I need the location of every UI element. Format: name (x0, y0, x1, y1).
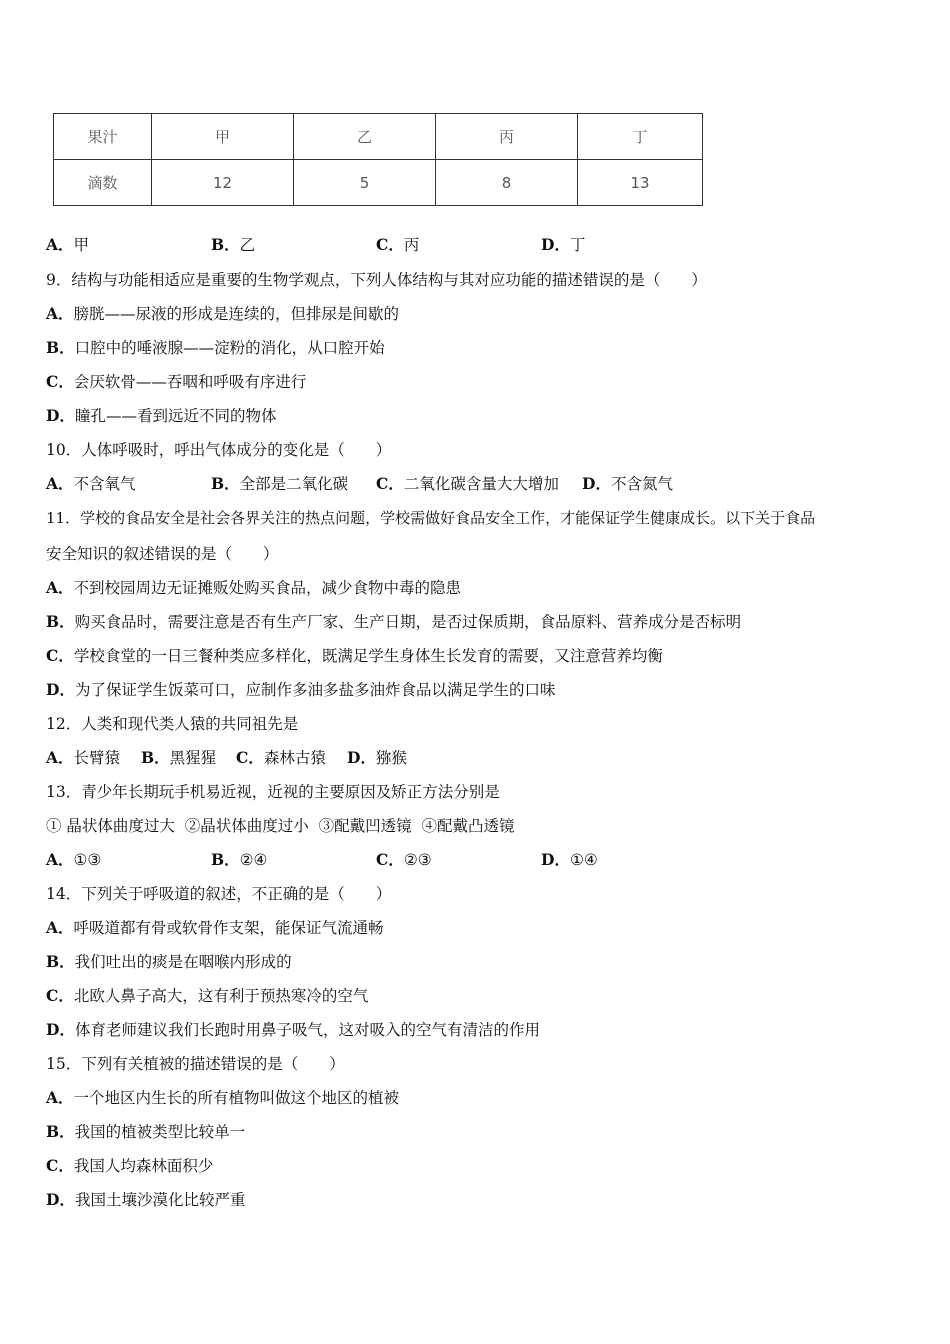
option-text: 会厌软骨——吞咽和呼吸有序进行 (73, 373, 307, 391)
table-cell: 8 (436, 160, 578, 206)
option-a (46, 235, 89, 255)
option-b (46, 612, 741, 632)
statement-list: ① 晶状体曲度过大 ②晶状体曲度过小 ③配戴凹透镜 ④配戴凸透镜 (46, 817, 515, 835)
option-text: 为了保证学生饭菜可口，应制作多油多盐多油炸食品以满足学生的口味 (74, 681, 556, 699)
option-text: 呼吸道都有骨或软骨作支架，能保证气流通畅 (73, 919, 384, 937)
option-text: 丁 (569, 236, 586, 254)
option-text: ①③ (73, 851, 102, 869)
option-label: A． (46, 235, 74, 254)
option-label: B． (46, 612, 75, 631)
option-label: D． (347, 748, 376, 767)
option-label: B． (46, 338, 75, 357)
option-label: C． (46, 646, 74, 665)
option-label: A． (46, 474, 74, 493)
option-text: 甲 (73, 236, 90, 254)
option-text: ①④ (569, 851, 598, 869)
table-cell: 12 (152, 160, 294, 206)
table-cell: 5 (294, 160, 436, 206)
option-text: 一个地区内生长的所有植物叫做这个地区的植被 (73, 1089, 400, 1107)
option-text: 猕猴 (375, 749, 407, 767)
option-d (46, 406, 276, 426)
option-d (46, 1190, 245, 1210)
question-stem: 10．人体呼吸时，呼出气体成分的变化是（ ） (46, 441, 392, 459)
option-a (46, 748, 120, 768)
option-c (376, 474, 559, 494)
option-a (46, 474, 136, 494)
option-text: 学校食堂的一日三餐种类应多样化，既满足学生身体生长发育的需要，又注意营养均衡 (73, 647, 663, 665)
option-label: C． (46, 986, 74, 1005)
option-text: 全部是二氧化碳 (239, 475, 349, 493)
option-d (541, 235, 585, 255)
question-stem: 9．结构与功能相适应是重要的生物学观点，下列人体结构与其对应功能的描述错误的是（ ） (46, 271, 707, 289)
option-c (376, 235, 419, 255)
option-text: 不含氧气 (73, 475, 136, 493)
option-text: 长臂猿 (73, 749, 121, 767)
table-cell: 丙 (436, 114, 578, 160)
option-b (46, 1122, 245, 1142)
option-label: C． (46, 372, 74, 391)
option-d (347, 748, 407, 768)
question-stem: 13．青少年长期玩手机易近视，近视的主要原因及矫正方法分别是 (46, 783, 500, 801)
option-label: D． (46, 680, 75, 699)
table-cell: 乙 (294, 114, 436, 160)
option-c (46, 372, 306, 392)
option-text: 口腔中的唾液腺——淀粉的消化，从口腔开始 (74, 339, 385, 357)
option-c (236, 748, 326, 768)
option-b (46, 338, 385, 358)
table-cell: 13 (578, 160, 703, 206)
option-d (46, 1020, 540, 1040)
option-label: B． (141, 748, 170, 767)
table-cell: 果汁 (54, 114, 152, 160)
option-b (141, 748, 216, 768)
option-text: 北欧人鼻子高大，这有利于预热寒冷的空气 (73, 987, 369, 1005)
option-label: B． (46, 952, 75, 971)
option-text: 黑猩猩 (169, 749, 217, 767)
table-row (54, 160, 703, 206)
option-text: ②④ (239, 851, 268, 869)
option-label: B． (211, 235, 240, 254)
option-d (46, 680, 555, 700)
option-d (541, 850, 598, 870)
option-text: 购买食品时，需要注意是否有生产厂家、生产日期，是否过保质期，食品原料、营养成分是否标明 (74, 613, 742, 631)
option-text: 我国土壤沙漠化比较严重 (74, 1191, 246, 1209)
option-label: C． (236, 748, 264, 767)
table-cell: 滴数 (54, 160, 152, 206)
option-label: B． (211, 474, 240, 493)
option-label: A． (46, 850, 74, 869)
option-a (46, 918, 384, 938)
option-text: 瞳孔——看到远近不同的物体 (74, 407, 277, 425)
option-text: 我们吐出的痰是在咽喉内形成的 (74, 953, 292, 971)
option-label: D． (46, 1190, 75, 1209)
option-b (211, 474, 348, 494)
option-c (376, 850, 432, 870)
question-stem: 11．学校的食品安全是社会各界关注的热点问题，学校需做好食品安全工作，才能保证学生健康成长。以下关于食品 (46, 509, 816, 527)
option-d (582, 474, 673, 494)
question-stem: 14．下列关于呼吸道的叙述，不正确的是（ ） (46, 885, 392, 903)
question-stem: 12．人类和现代类人猿的共同祖先是 (46, 715, 299, 733)
option-text: 膀胱——尿液的形成是连续的，但排尿是间歇的 (73, 305, 400, 323)
option-label: C． (376, 235, 404, 254)
option-a (46, 578, 461, 598)
option-b (46, 952, 292, 972)
option-label: C． (376, 474, 404, 493)
option-b (211, 235, 255, 255)
option-label: A． (46, 1088, 74, 1107)
table-cell: 丁 (578, 114, 703, 160)
option-c (46, 1156, 213, 1176)
option-label: B． (46, 1122, 75, 1141)
option-text: 乙 (239, 236, 256, 254)
option-label: A． (46, 304, 74, 323)
option-label: D． (46, 406, 75, 425)
option-b (211, 850, 267, 870)
option-text: 森林古猿 (263, 749, 326, 767)
option-label: D． (46, 1020, 75, 1039)
option-label: D． (541, 235, 570, 254)
option-text: 我国的植被类型比较单一 (74, 1123, 246, 1141)
option-text: 我国人均森林面积少 (73, 1157, 214, 1175)
option-label: C． (46, 1156, 74, 1175)
option-a (46, 304, 399, 324)
option-a (46, 1088, 399, 1108)
option-label: A． (46, 578, 74, 597)
option-c (46, 986, 368, 1006)
juice-drops-table (53, 113, 703, 206)
option-c (46, 646, 663, 666)
question-stem-continued: 安全知识的叙述错误的是（ ） (46, 545, 279, 563)
option-text: 不到校园周边无证摊贩处购买食品，减少食物中毒的隐患 (73, 579, 462, 597)
option-label: A． (46, 918, 74, 937)
option-text: 丙 (403, 236, 420, 254)
option-a (46, 850, 101, 870)
table-cell: 甲 (152, 114, 294, 160)
option-label: D． (541, 850, 570, 869)
option-text: 体育老师建议我们长跑时用鼻子吸气，这对吸入的空气有清洁的作用 (74, 1021, 540, 1039)
question-stem: 15．下列有关植被的描述错误的是（ ） (46, 1055, 345, 1073)
option-label: D． (582, 474, 611, 493)
option-label: B． (211, 850, 240, 869)
option-text: 不含氮气 (610, 475, 673, 493)
option-label: A． (46, 748, 74, 767)
table-row (54, 114, 703, 160)
option-text: 二氧化碳含量大大增加 (403, 475, 559, 493)
option-label: C． (376, 850, 404, 869)
option-text: ②③ (403, 851, 432, 869)
